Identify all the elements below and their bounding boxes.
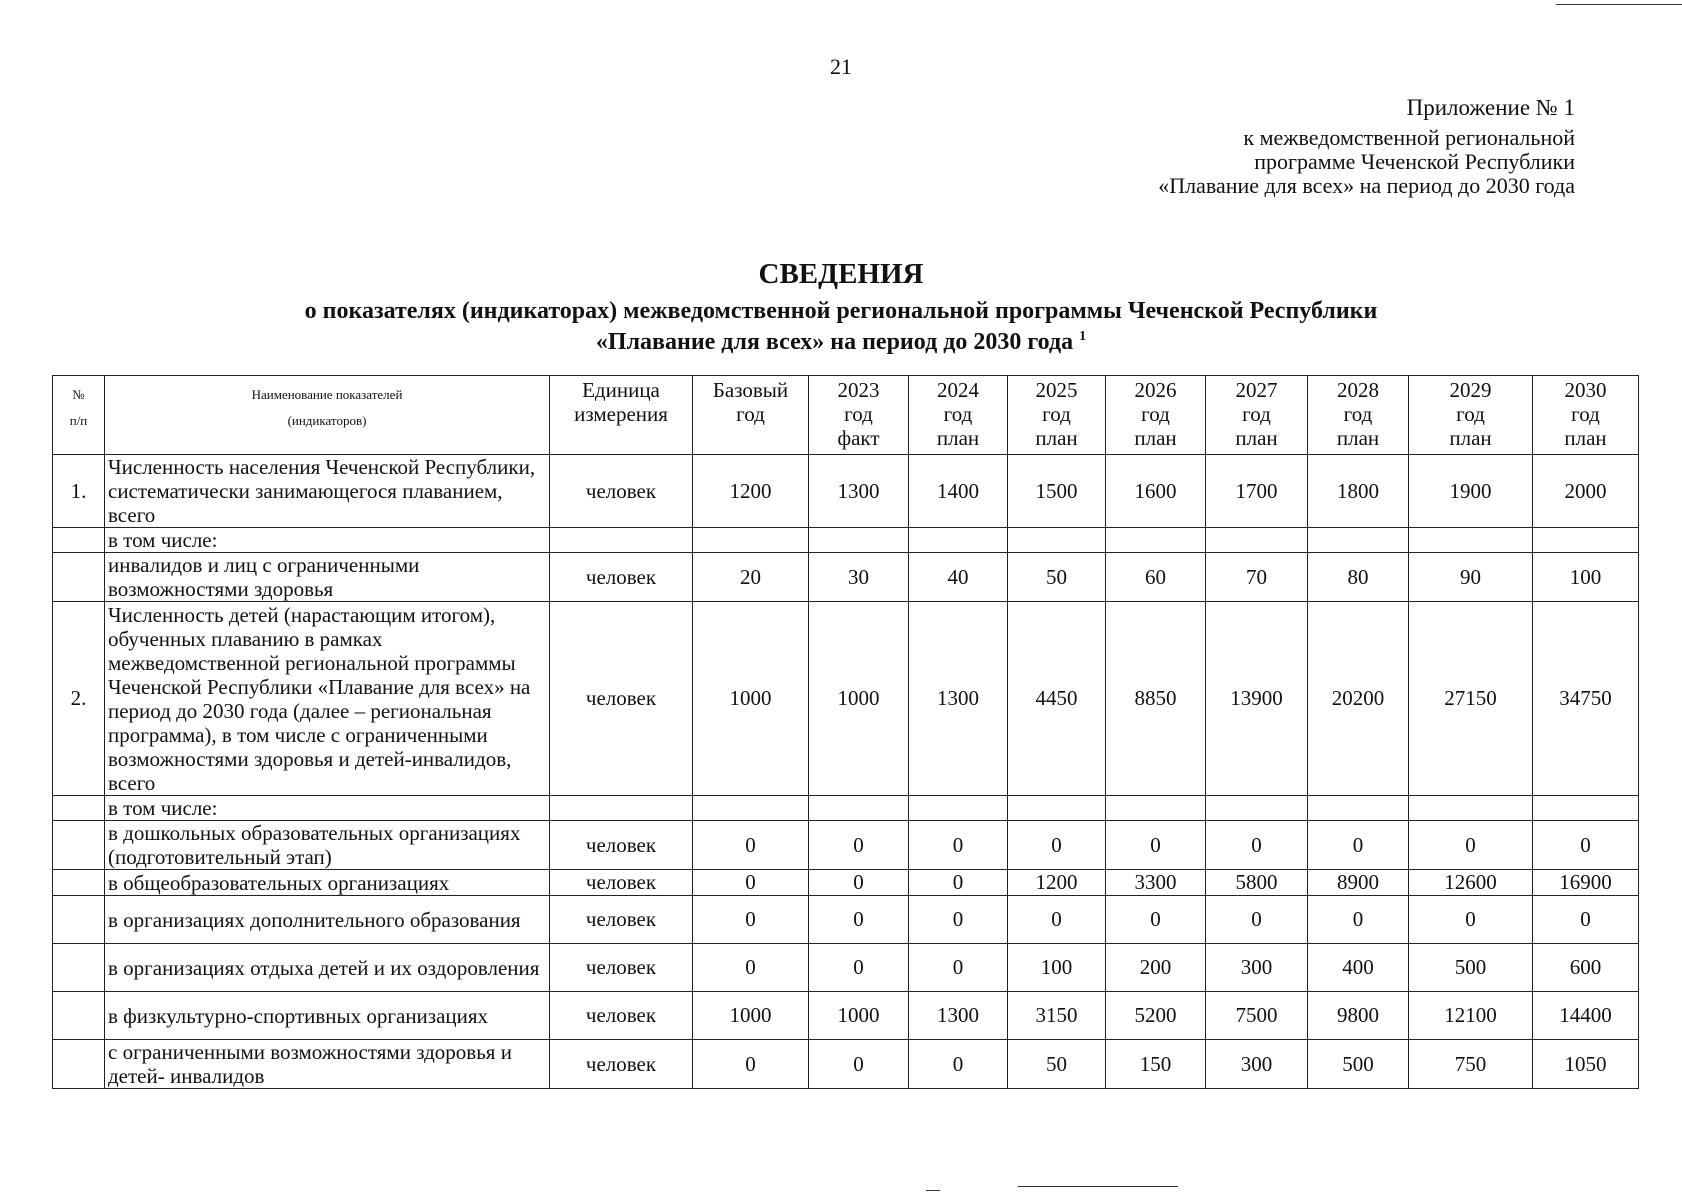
table-row	[53, 944, 1639, 992]
value-cell: 0	[809, 1040, 909, 1089]
table-row	[53, 455, 1639, 528]
row-number	[53, 553, 105, 602]
value-cell: 300	[1206, 1040, 1308, 1089]
value-cell: 8900	[1308, 870, 1409, 896]
value-cell: 0	[1308, 821, 1409, 870]
page-number: 21	[830, 54, 852, 79]
value-cell: 1000	[809, 602, 909, 796]
row-number	[53, 992, 105, 1040]
value-cell: 0	[693, 1040, 809, 1089]
value-cell: 750	[1409, 1040, 1533, 1089]
value-cell: 40	[909, 553, 1008, 602]
value-cell: 0	[1409, 821, 1533, 870]
indicator-name: в том числе:	[105, 528, 550, 553]
unit-cell: человек	[550, 944, 693, 992]
value-cell: 4450	[1008, 602, 1106, 796]
value-cell	[1409, 796, 1533, 821]
value-cell	[1308, 796, 1409, 821]
value-cell: 0	[809, 821, 909, 870]
table-row	[53, 896, 1639, 944]
indicator-name: Численность населения Чеченской Республики, систематически занимающегося плаванием, всего	[105, 455, 550, 528]
header-year: 2029 год план	[1409, 376, 1533, 455]
value-cell: 1400	[909, 455, 1008, 528]
value-cell: 0	[1106, 896, 1206, 944]
unit-cell: человек	[550, 455, 693, 528]
header-year: 2027 год план	[1206, 376, 1308, 455]
indicator-name: инвалидов и лиц с ограниченными возможностями здоровья	[105, 553, 550, 602]
value-cell	[1008, 528, 1106, 553]
value-cell: 1800	[1308, 455, 1409, 528]
value-cell: 0	[693, 821, 809, 870]
value-cell: 5200	[1106, 992, 1206, 1040]
value-cell	[1409, 528, 1533, 553]
indicator-name: в том числе:	[105, 796, 550, 821]
indicator-name: в организациях дополнительного образования	[105, 896, 550, 944]
value-cell: 0	[909, 870, 1008, 896]
footnote-marker: 1	[1079, 329, 1087, 344]
appendix-block	[1158, 96, 1575, 198]
value-cell: 20	[693, 553, 809, 602]
value-cell: 0	[1008, 896, 1106, 944]
table-row	[53, 992, 1639, 1040]
value-cell: 13900	[1206, 602, 1308, 796]
value-cell	[1008, 796, 1106, 821]
value-cell: 0	[809, 944, 909, 992]
row-number	[53, 896, 105, 944]
value-cell: 7500	[1206, 992, 1308, 1040]
value-cell: 150	[1106, 1040, 1206, 1089]
value-cell: 100	[1008, 944, 1106, 992]
value-cell: 0	[1106, 821, 1206, 870]
value-cell	[1533, 796, 1639, 821]
value-cell: 12100	[1409, 992, 1533, 1040]
row-number	[53, 796, 105, 821]
header-year: 2026 год план	[1106, 376, 1206, 455]
value-cell: 500	[1308, 1040, 1409, 1089]
value-cell: 16900	[1533, 870, 1639, 896]
unit-cell: человек	[550, 870, 693, 896]
value-cell: 20200	[1308, 602, 1409, 796]
value-cell: 0	[909, 1040, 1008, 1089]
value-cell: 1600	[1106, 455, 1206, 528]
value-cell	[1206, 796, 1308, 821]
row-number: 1.	[53, 455, 105, 528]
value-cell: 8850	[1106, 602, 1206, 796]
value-cell: 60	[1106, 553, 1206, 602]
value-cell: 0	[1206, 821, 1308, 870]
header-year: 2030 год план	[1533, 376, 1639, 455]
value-cell: 0	[693, 944, 809, 992]
value-cell: 0	[809, 896, 909, 944]
header-year: 2023 год факт	[809, 376, 909, 455]
value-cell: 500	[1409, 944, 1533, 992]
appendix-line: к межведомственной региональной	[1243, 125, 1575, 150]
value-cell	[909, 796, 1008, 821]
indicator-name: Численность детей (нарастающим итогом), обученных плаванию в рамках межведомственной региональной программы Чеченской Республики «Плавание для всех» на период до 2030 года (далее – региональная программа), в том числе с ограниченными возможностями здоровья и детей-инвалидов, всего	[105, 602, 550, 796]
appendix-title: Приложение № 1	[1406, 95, 1575, 120]
value-cell: 14400	[1533, 992, 1639, 1040]
value-cell: 0	[1533, 896, 1639, 944]
table-body	[53, 455, 1639, 1089]
value-cell: 100	[1533, 553, 1639, 602]
indicators-table	[52, 375, 1639, 1089]
header-base-year: Базовый год	[693, 376, 809, 455]
subtitle-line-text: «Плавание для всех» на период до 2030 года	[595, 329, 1074, 355]
value-cell: 1300	[809, 455, 909, 528]
table-row	[53, 1040, 1639, 1089]
row-number	[53, 944, 105, 992]
document-title: СВЕДЕНИЯ	[758, 258, 924, 290]
header-year: 2024 год план	[909, 376, 1008, 455]
value-cell	[693, 528, 809, 553]
value-cell	[1106, 528, 1206, 553]
value-cell: 50	[1008, 1040, 1106, 1089]
value-cell	[809, 796, 909, 821]
appendix-line: программе Чеченской Республики	[1254, 149, 1575, 174]
unit-cell: человек	[550, 553, 693, 602]
unit-cell: человек	[550, 602, 693, 796]
value-cell: 0	[693, 870, 809, 896]
value-cell	[1308, 528, 1409, 553]
value-cell	[1206, 528, 1308, 553]
value-cell: 0	[809, 870, 909, 896]
unit-cell	[550, 528, 693, 553]
header-name: Наименование показателей (индикаторов)	[105, 376, 550, 455]
value-cell: 1700	[1206, 455, 1308, 528]
value-cell: 0	[1533, 821, 1639, 870]
value-cell: 3150	[1008, 992, 1106, 1040]
value-cell: 1300	[909, 992, 1008, 1040]
value-cell: 300	[1206, 944, 1308, 992]
table-row	[53, 528, 1639, 553]
value-cell: 5800	[1206, 870, 1308, 896]
value-cell: 1500	[1008, 455, 1106, 528]
value-cell: 0	[1409, 896, 1533, 944]
value-cell: 3300	[1106, 870, 1206, 896]
value-cell: 0	[1008, 821, 1106, 870]
value-cell	[809, 528, 909, 553]
indicator-name: в общеобразовательных организациях	[105, 870, 550, 896]
value-cell: 1000	[809, 992, 909, 1040]
value-cell: 2000	[1533, 455, 1639, 528]
indicator-name: в организациях отдыха детей и их оздоровления	[105, 944, 550, 992]
value-cell: 200	[1106, 944, 1206, 992]
header-year: 2028 год план	[1308, 376, 1409, 455]
value-cell: 1000	[693, 602, 809, 796]
value-cell	[1106, 796, 1206, 821]
value-cell	[909, 528, 1008, 553]
unit-cell	[550, 796, 693, 821]
header-year: 2025 год план	[1008, 376, 1106, 455]
value-cell: 30	[809, 553, 909, 602]
table-row	[53, 602, 1639, 796]
subtitle-line	[0, 324, 1682, 355]
indicator-name: с ограниченными возможностями здоровья и детей- инвалидов	[105, 1040, 550, 1089]
row-number	[53, 528, 105, 553]
row-number: 2.	[53, 602, 105, 796]
divider	[1018, 1186, 1178, 1187]
subtitle-line: о показателях (индикаторах) межведомственной региональной программы Чеченской Республики	[304, 298, 1378, 324]
header-num: № п/п	[53, 376, 105, 455]
value-cell	[693, 796, 809, 821]
value-cell: 70	[1206, 553, 1308, 602]
value-cell: 0	[1308, 896, 1409, 944]
row-number	[53, 1040, 105, 1089]
unit-cell: человек	[550, 896, 693, 944]
value-cell: 1200	[693, 455, 809, 528]
value-cell: 27150	[1409, 602, 1533, 796]
unit-cell: человек	[550, 1040, 693, 1089]
header-unit: Единица измерения	[550, 376, 693, 455]
value-cell: 400	[1308, 944, 1409, 992]
value-cell: 600	[1533, 944, 1639, 992]
document-subtitle	[0, 299, 1682, 355]
value-cell: 1900	[1409, 455, 1533, 528]
divider	[1556, 4, 1682, 5]
value-cell: 1050	[1533, 1040, 1639, 1089]
divider	[926, 1190, 940, 1191]
table-row	[53, 870, 1639, 896]
value-cell: 80	[1308, 553, 1409, 602]
indicator-name: в дошкольных образовательных организациях (подготовительный этап)	[105, 821, 550, 870]
value-cell: 1200	[1008, 870, 1106, 896]
table-row	[53, 553, 1639, 602]
value-cell: 0	[909, 821, 1008, 870]
unit-cell: человек	[550, 821, 693, 870]
value-cell	[1533, 528, 1639, 553]
indicator-name: в физкультурно-спортивных организациях	[105, 992, 550, 1040]
unit-cell: человек	[550, 992, 693, 1040]
value-cell: 12600	[1409, 870, 1533, 896]
value-cell: 34750	[1533, 602, 1639, 796]
value-cell: 0	[1206, 896, 1308, 944]
value-cell: 90	[1409, 553, 1533, 602]
value-cell: 9800	[1308, 992, 1409, 1040]
value-cell: 1000	[693, 992, 809, 1040]
row-number	[53, 821, 105, 870]
table-row	[53, 796, 1639, 821]
row-number	[53, 870, 105, 896]
header-row	[53, 376, 1639, 455]
table-row	[53, 821, 1639, 870]
value-cell: 0	[909, 944, 1008, 992]
appendix-line: «Плавание для всех» на период до 2030 года	[1158, 173, 1575, 198]
value-cell: 50	[1008, 553, 1106, 602]
value-cell: 0	[909, 896, 1008, 944]
value-cell: 1300	[909, 602, 1008, 796]
value-cell: 0	[693, 896, 809, 944]
